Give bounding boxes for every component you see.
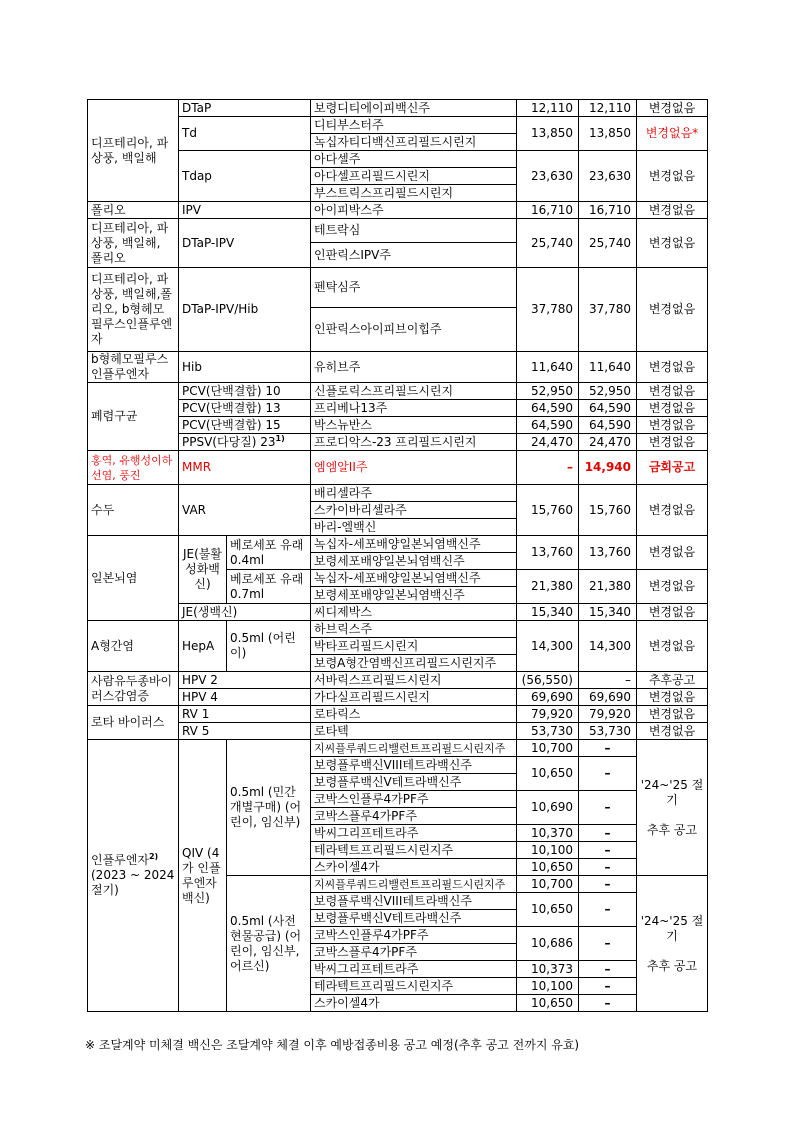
table-row (88, 672, 708, 689)
curr-price: – (579, 978, 637, 995)
product-cell: 박씨그리프테트라주 (311, 825, 517, 842)
table-row (88, 352, 708, 383)
status-cell: 변경없음 (637, 621, 708, 672)
product-cell: 보령플루백신V테트라백신주 (311, 910, 517, 927)
type-cell: HPV 2 (179, 672, 311, 689)
type-cell: DTaP-IPV (179, 219, 311, 268)
product-cell: 녹십자-세포배양일본뇌염백신주 (311, 570, 517, 587)
curr-price: – (579, 740, 637, 757)
product-cell: 스카이셀4가 (311, 859, 517, 876)
type-cell: Tdap (179, 151, 311, 202)
curr-price: 37,780 (579, 268, 637, 352)
product-cell: 하브릭스주 (311, 621, 517, 638)
status-cell: 변경없음 (637, 570, 708, 604)
curr-price: 16,710 (579, 202, 637, 219)
type-cell: PCV(단백결합) 15 (179, 417, 311, 434)
disease-cell: 디프테리아, 파상풍, 백일해 (88, 100, 179, 202)
product-cell: 녹십자티디백신프리필드시린지 (311, 134, 517, 151)
product-cell: 보령A형간염백신프리필드시린지주 (311, 655, 517, 672)
table-row (88, 604, 708, 621)
product-cell: 바리-엘백신 (311, 519, 517, 536)
product-cell: 인판릭스IPV주 (311, 243, 517, 268)
curr-price: 21,380 (579, 570, 637, 604)
prev-price: 10,650 (517, 893, 579, 927)
prev-price: 10,100 (517, 842, 579, 859)
type-cell: MMR (179, 451, 311, 485)
curr-price: – (579, 859, 637, 876)
status-cell: 변경없음 (637, 202, 708, 219)
table-row (88, 417, 708, 434)
prev-price: 10,700 (517, 876, 579, 893)
type-cell: RV 5 (179, 723, 311, 740)
curr-price: – (579, 757, 637, 791)
product-cell: 지씨플루쿼드리밸런트프리필드시린지주 (311, 740, 517, 757)
prev-price: 10,100 (517, 978, 579, 995)
curr-price: 11,640 (579, 352, 637, 383)
type-cell: RV 1 (179, 706, 311, 723)
prev-price: 15,340 (517, 604, 579, 621)
prev-price: 10,690 (517, 791, 579, 825)
prev-price: 23,630 (517, 151, 579, 202)
status-cell: 금회공고 (637, 451, 708, 485)
curr-price: – (579, 995, 637, 1012)
status-season: '24~'25 절기 (640, 777, 704, 807)
status-cell: 변경없음 (637, 485, 708, 536)
curr-price: 52,950 (579, 383, 637, 400)
type-cell: Hib (179, 352, 311, 383)
curr-price: 15,340 (579, 604, 637, 621)
product-cell: 부스트릭스프리필드시린지 (311, 185, 517, 202)
product-cell: 스카이셀4가 (311, 995, 517, 1012)
product-cell: 테트락심 (311, 219, 517, 243)
status-cell: 변경없음 (637, 604, 708, 621)
prev-price: 16,710 (517, 202, 579, 219)
dose-cell: 0.5ml (어린이) (227, 621, 311, 672)
status-season: '24~'25 절기 (640, 913, 704, 943)
product-cell: 보령세포배양일본뇌염백신주 (311, 587, 517, 604)
status-cell: 추후공고 (637, 672, 708, 689)
footnote: ※ 조달계약 미체결 백신은 조달계약 체결 이후 예방접종비용 공고 예정(추후 공고 전까지 유효) (85, 1038, 580, 1052)
product-cell: 프리베나13주 (311, 400, 517, 417)
dose-cell: 0.5ml (사전현물공급) (어린이, 임신부, 어르신) (227, 876, 311, 1012)
cell-origin: 베로세포 유래 0.4ml (227, 536, 311, 570)
status-cell: 변경없음 (637, 383, 708, 400)
status-cell: 변경없음* (637, 117, 708, 151)
table-row (88, 117, 708, 134)
type-cell: QIV (4가 인플루엔자 백신) (179, 740, 227, 1012)
product-cell: 녹십자-세포배양일본뇌염백신주 (311, 536, 517, 553)
dose-cell: 0.5ml (민간개별구매) (어린이, 임신부) (227, 740, 311, 876)
curr-price: – (579, 825, 637, 842)
disease-cell: 디프테리아, 파상풍, 백일해, 폴리오 (88, 219, 179, 268)
status-cell: 변경없음 (637, 706, 708, 723)
curr-price: 15,760 (579, 485, 637, 536)
table-row (88, 740, 708, 757)
prev-price: 69,690 (517, 689, 579, 706)
type-cell: JE(생백신) (179, 604, 311, 621)
type-cell: PCV(단백결합) 10 (179, 383, 311, 400)
prev-price: 10,373 (517, 961, 579, 978)
type-cell: DTaP (179, 100, 311, 117)
prev-price: 13,760 (517, 536, 579, 570)
product-cell: 보령디티에이피백신주 (311, 100, 517, 117)
curr-price: 79,920 (579, 706, 637, 723)
curr-price: 64,590 (579, 417, 637, 434)
product-cell: 테라텍트프리필드시린지주 (311, 978, 517, 995)
disease-cell: 로타 바이러스 (88, 706, 179, 740)
product-cell: 디티부스터주 (311, 117, 517, 134)
disease-cell: 디프테리아, 파상풍, 백일해,폴리오, b형헤모필루스인플루엔자 (88, 268, 179, 352)
curr-price: 69,690 (579, 689, 637, 706)
status-cell: 변경없음 (637, 400, 708, 417)
curr-price: – (579, 927, 637, 961)
type-cell: DTaP-IPV/Hib (179, 268, 311, 352)
prev-price: 10,650 (517, 757, 579, 791)
disease-cell: 폐렴구균 (88, 383, 179, 451)
disease-cell (88, 740, 179, 1012)
table-row (88, 383, 708, 400)
curr-price: – (579, 961, 637, 978)
table-row (88, 268, 708, 308)
prev-price: – (517, 451, 579, 485)
type-cell: VAR (179, 485, 311, 536)
table-row (88, 689, 708, 706)
prev-price: 15,760 (517, 485, 579, 536)
table-row (88, 706, 708, 723)
curr-price: – (579, 893, 637, 927)
type-cell: JE(불활성화백신) (179, 536, 227, 604)
product-cell: 신플로릭스프리필드시린지 (311, 383, 517, 400)
cell-origin: 베로세포 유래 0.7ml (227, 570, 311, 604)
prev-price: (56,550) (517, 672, 579, 689)
product-cell: 배리셀라주 (311, 485, 517, 502)
table-row (88, 100, 708, 117)
vaccine-price-table (87, 99, 708, 1012)
type-label: PPSV(다당질) 23 (182, 434, 276, 449)
curr-price: 13,760 (579, 536, 637, 570)
prev-price: 10,650 (517, 995, 579, 1012)
prev-price: 21,380 (517, 570, 579, 604)
product-cell: 아다셀프리필드시린지 (311, 168, 517, 185)
disease-cell: 일본뇌염 (88, 536, 179, 621)
curr-price: 12,110 (579, 100, 637, 117)
curr-price: 14,300 (579, 621, 637, 672)
disease-cell: 수두 (88, 485, 179, 536)
product-cell: 서바릭스프리필드시린지 (311, 672, 517, 689)
table-row (88, 400, 708, 417)
status-cell (637, 876, 708, 1012)
type-cell: IPV (179, 202, 311, 219)
prev-price: 79,920 (517, 706, 579, 723)
status-cell: 변경없음 (637, 434, 708, 451)
status-cell: 변경없음 (637, 151, 708, 202)
curr-price: – (579, 791, 637, 825)
product-cell: 코박스인플루4가PF주 (311, 791, 517, 808)
table-row (88, 451, 708, 485)
footnote-marker: 1) (275, 433, 285, 443)
prev-price: 64,590 (517, 417, 579, 434)
table-row (88, 621, 708, 638)
product-cell: 가다실프리필드시린지 (311, 689, 517, 706)
disease-cell: b형헤모필루스 인플루엔자 (88, 352, 179, 383)
product-cell: 엠엠알II주 (311, 451, 517, 485)
status-cell: 변경없음 (637, 536, 708, 570)
status-cell: 변경없음 (637, 723, 708, 740)
product-cell: 보령플루백신VIII테트라백신주 (311, 893, 517, 910)
disease-cell: A형간염 (88, 621, 179, 672)
table-row (88, 219, 708, 243)
curr-price: 13,850 (579, 117, 637, 151)
status-cell: 변경없음 (637, 268, 708, 352)
status-cell: 변경없음 (637, 689, 708, 706)
disease-cell: 폴리오 (88, 202, 179, 219)
table-row (88, 434, 708, 451)
product-cell: 인판릭스아이피브이힙주 (311, 308, 517, 352)
season-label: (2023 ~ 2024 절기) (91, 868, 175, 897)
footnote-marker: 2) (148, 852, 159, 861)
curr-price: 53,730 (579, 723, 637, 740)
prev-price: 64,590 (517, 400, 579, 417)
disease-label: 인플루엔자 (91, 853, 149, 867)
product-cell: 유히브주 (311, 352, 517, 383)
prev-price: 53,730 (517, 723, 579, 740)
table-row (88, 151, 708, 168)
prev-price: 37,780 (517, 268, 579, 352)
status-cell: 변경없음 (637, 219, 708, 268)
prev-price: 14,300 (517, 621, 579, 672)
table-row (88, 536, 708, 553)
type-cell: Td (179, 117, 311, 151)
table-row (88, 485, 708, 502)
curr-price: – (579, 842, 637, 859)
disease-cell: 사람유두종바이러스감염증 (88, 672, 179, 706)
prev-price: 25,740 (517, 219, 579, 268)
product-cell: 아이피박스주 (311, 202, 517, 219)
table-row (88, 202, 708, 219)
prev-price: 52,950 (517, 383, 579, 400)
curr-price: 64,590 (579, 400, 637, 417)
status-cell (637, 740, 708, 876)
curr-price: 25,740 (579, 219, 637, 268)
prev-price: 10,686 (517, 927, 579, 961)
curr-price: – (579, 876, 637, 893)
status-cell: 변경없음 (637, 352, 708, 383)
type-cell: PCV(단백결합) 13 (179, 400, 311, 417)
product-cell: 스카이바리셀라주 (311, 502, 517, 519)
prev-price: 24,470 (517, 434, 579, 451)
product-cell: 박타프리필드시린지 (311, 638, 517, 655)
product-cell: 코박스플루4가PF주 (311, 944, 517, 961)
type-cell: HPV 4 (179, 689, 311, 706)
curr-price: – (579, 672, 637, 689)
prev-price: 13,850 (517, 117, 579, 151)
product-cell: 코박스인플루4가PF주 (311, 927, 517, 944)
product-cell: 씨디제박스 (311, 604, 517, 621)
product-cell: 지씨플루쿼드리밸런트프리필드시린지주 (311, 876, 517, 893)
curr-price: 24,470 (579, 434, 637, 451)
product-cell: 코박스플루4가PF주 (311, 808, 517, 825)
status-note: 추후 공고 (646, 958, 698, 973)
prev-price: 10,700 (517, 740, 579, 757)
curr-price: 23,630 (579, 151, 637, 202)
product-cell: 프로디악스-23 프리필드시린지 (311, 434, 517, 451)
type-cell: HepA (179, 621, 227, 672)
prev-price: 11,640 (517, 352, 579, 383)
status-cell: 변경없음 (637, 417, 708, 434)
table-row (88, 723, 708, 740)
curr-price: 14,940 (579, 451, 637, 485)
status-note: 추후 공고 (646, 822, 698, 837)
product-cell: 로타텍 (311, 723, 517, 740)
product-cell: 보령세포배양일본뇌염백신주 (311, 553, 517, 570)
disease-cell: 홍역, 유행성이하선염, 풍진 (88, 451, 179, 485)
product-cell: 보령플루백신V테트라백신주 (311, 774, 517, 791)
product-cell: 박스뉴반스 (311, 417, 517, 434)
prev-price: 12,110 (517, 100, 579, 117)
product-cell: 박씨그리프테트라주 (311, 961, 517, 978)
prev-price: 10,650 (517, 859, 579, 876)
product-cell: 로타릭스 (311, 706, 517, 723)
product-cell: 아다셀주 (311, 151, 517, 168)
product-cell: 보령플루백신VIII테트라백신주 (311, 757, 517, 774)
prev-price: 10,370 (517, 825, 579, 842)
status-cell: 변경없음 (637, 100, 708, 117)
type-cell (179, 434, 311, 451)
product-cell: 테라텍트프리필드시린지주 (311, 842, 517, 859)
product-cell: 펜탁심주 (311, 268, 517, 308)
